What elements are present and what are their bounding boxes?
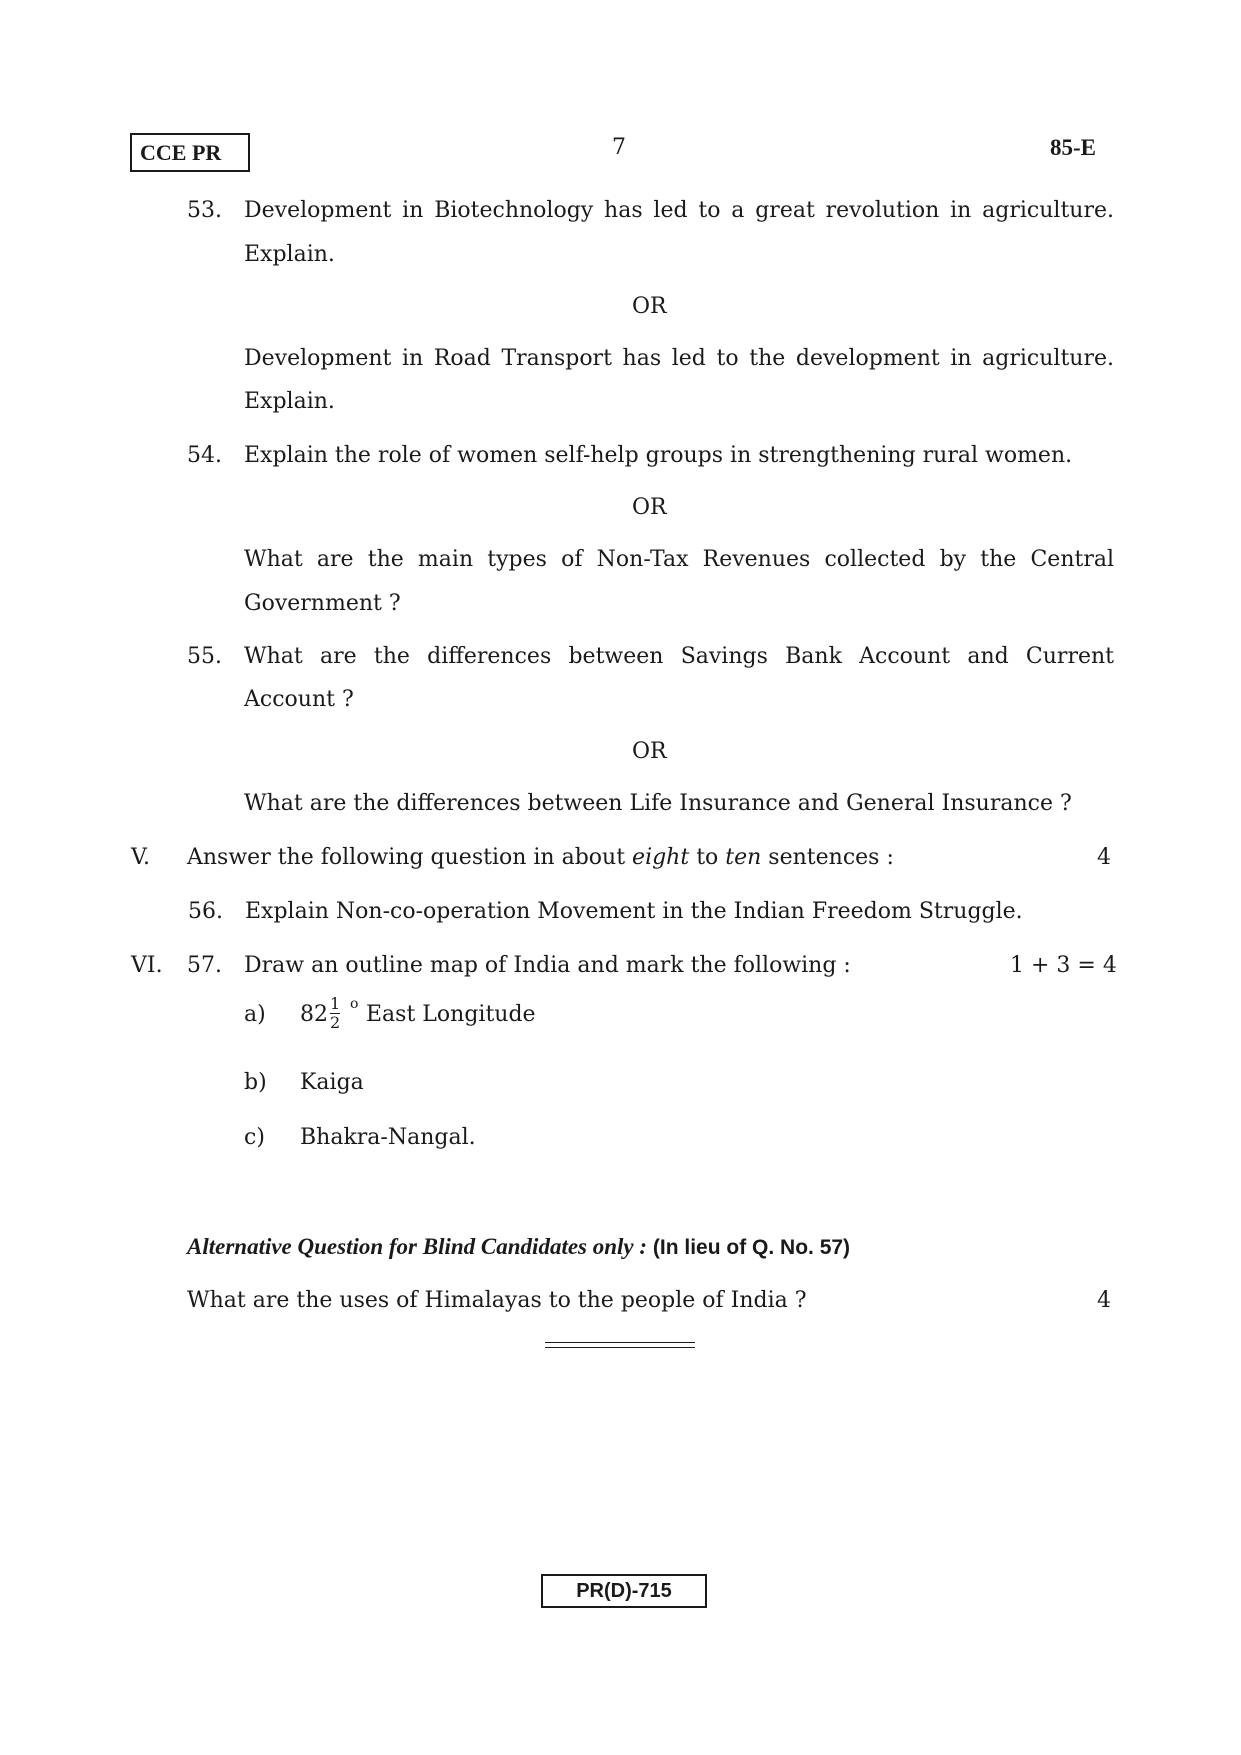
q55-or: OR xyxy=(632,739,667,764)
q57-item-a-fraction xyxy=(330,995,340,1032)
q56-number: 56. xyxy=(188,899,223,924)
q53-alt-line2: Explain. xyxy=(244,389,335,414)
q54-alt-line2: Government ? xyxy=(244,591,401,616)
degree-symbol: o xyxy=(350,996,359,1012)
section-v-instruction xyxy=(187,845,894,870)
q57-item-b-label: b) xyxy=(244,1070,267,1095)
q54-line1: Explain the role of women self-help groups in strengthening rural women. xyxy=(244,443,1073,468)
q57-item-a-label: a) xyxy=(244,1002,266,1027)
instruction-text: to xyxy=(689,845,726,870)
q54-number: 54. xyxy=(187,443,222,468)
section-v-marks: 4 xyxy=(1097,845,1111,870)
alternative-heading-italic: Alternative Question for Blind Candidates only : xyxy=(187,1234,648,1259)
section-v-roman: V. xyxy=(131,845,151,870)
q57-item-c-text: Bhakra-Nangal. xyxy=(300,1125,476,1150)
page-number: 7 xyxy=(612,135,626,160)
section-vi-roman: VI. xyxy=(131,953,163,978)
q55-line2: Account ? xyxy=(244,687,354,712)
q55-number: 55. xyxy=(187,644,222,669)
q53-number: 53. xyxy=(187,198,222,223)
q53-alt-line1: Development in Road Transport has led to the development in agriculture. xyxy=(244,346,1114,371)
header-series-box: CCE PR xyxy=(130,133,250,172)
q57-item-a-whole: 82 xyxy=(300,1002,328,1027)
q54-alt-line1: What are the main types of Non-Tax Revenues collected by the Central xyxy=(244,547,1114,572)
footer-code-box: PR(D)-715 xyxy=(541,1574,707,1608)
alternative-question: What are the uses of Himalayas to the people of India ? xyxy=(187,1288,807,1313)
end-rule-top xyxy=(545,1342,695,1343)
instruction-emphasis: eight xyxy=(632,845,690,870)
paper-code: 85-E xyxy=(1050,135,1096,160)
q54-or: OR xyxy=(632,495,667,520)
alternative-heading-bold: (In lieu of Q. No. 57) xyxy=(647,1236,851,1259)
instruction-text: sentences : xyxy=(761,845,894,870)
q57-item-c-label: c) xyxy=(244,1125,265,1150)
q56-text: Explain Non-co-operation Movement in the Indian Freedom Struggle. xyxy=(245,899,1023,924)
q53-or: OR xyxy=(632,294,667,319)
alternative-marks: 4 xyxy=(1097,1288,1111,1313)
q57-number: 57. xyxy=(187,953,222,978)
instruction-text: Answer the following question in about xyxy=(187,845,633,870)
q53-line2: Explain. xyxy=(244,242,335,267)
q57-item-a-text: East Longitude xyxy=(366,1002,536,1027)
alternative-heading xyxy=(187,1234,850,1260)
q57-item-b-text: Kaiga xyxy=(300,1070,364,1095)
q53-line1: Development in Biotechnology has led to a great revolution in agriculture. xyxy=(244,198,1114,223)
fraction-denominator: 2 xyxy=(330,1013,341,1032)
q55-line1: What are the differences between Savings Bank Account and Current xyxy=(244,644,1114,669)
section-vi-marks: 1 + 3 = 4 xyxy=(1010,953,1117,978)
q57-text: Draw an outline map of India and mark the following : xyxy=(244,953,851,978)
end-rule-bottom xyxy=(545,1347,695,1348)
instruction-emphasis: ten xyxy=(725,845,762,870)
fraction-numerator: 1 xyxy=(330,994,341,1013)
q55-alt-line1: What are the differences between Life Insurance and General Insurance ? xyxy=(244,791,1072,816)
